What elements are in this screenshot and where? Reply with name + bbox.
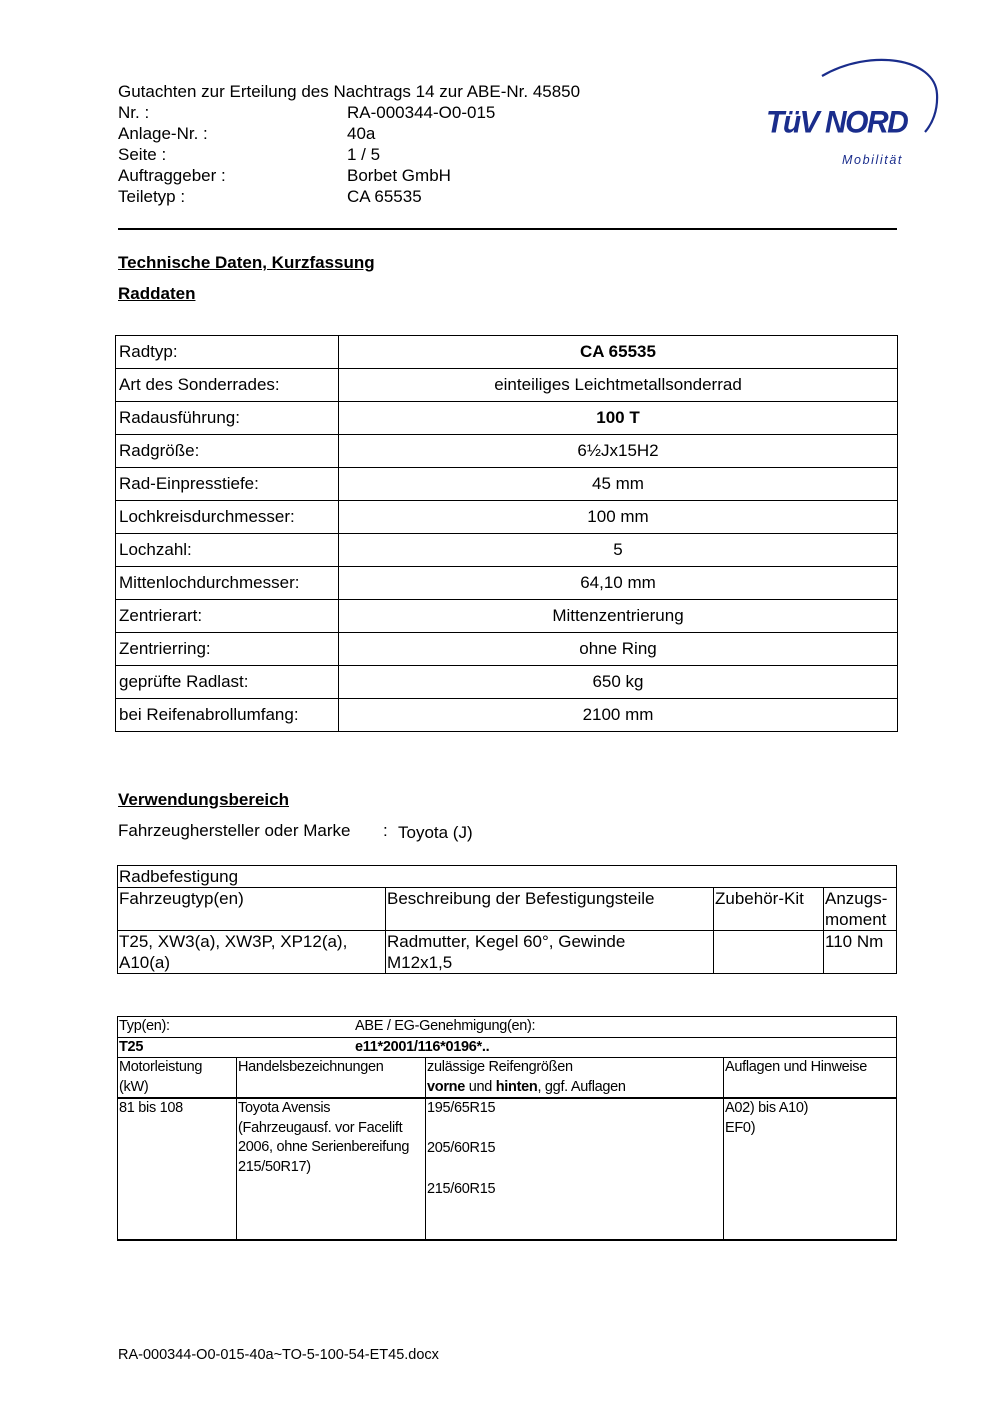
- cell-handel: [237, 1098, 426, 1240]
- cell-line: A10(a): [119, 953, 171, 972]
- row-label: Radgröße:: [116, 435, 339, 468]
- header-label: Auftraggeber :: [118, 166, 226, 185]
- cell-line: Motorleistung: [119, 1059, 203, 1075]
- table-row: [116, 336, 898, 369]
- header-divider: [118, 228, 897, 230]
- header-zubehoer: Zubehör-Kit: [714, 888, 824, 931]
- table-row: [116, 567, 898, 600]
- logo-brand: TüV NORD: [766, 105, 908, 140]
- row-label: bei Reifenabrollumfang:: [116, 699, 339, 732]
- und-text: und: [465, 1078, 496, 1095]
- header-reifengroessen: [426, 1058, 724, 1099]
- typ-label: Typ(en):: [119, 1018, 170, 1034]
- row-label: Lochzahl:: [116, 534, 339, 567]
- typ-label-row: [118, 1017, 897, 1038]
- header-label: Seite :: [118, 145, 167, 164]
- cell-line: 215/50R17): [238, 1158, 311, 1175]
- cell-line: Toyota Avensis: [238, 1100, 331, 1116]
- table-row: [116, 534, 898, 567]
- header-auflagen: Auflagen und Hinweise: [724, 1058, 897, 1099]
- table-row: [116, 468, 898, 501]
- header-anzugs: Anzugs-: [825, 889, 888, 908]
- header-label: Anlage-Nr. :: [118, 124, 208, 143]
- cell-line: zulässige Reifengrößen: [427, 1059, 573, 1075]
- row-label: Zentrierring:: [116, 633, 339, 666]
- table-header-row: [118, 1058, 897, 1099]
- table-row: [118, 1017, 897, 1038]
- row-label: Mittenlochdurchmesser:: [116, 567, 339, 600]
- row-value: Mittenzentrierung: [339, 600, 898, 633]
- cell-line: M12x1,5: [387, 953, 453, 972]
- cell-line: A02) bis A10): [725, 1100, 809, 1116]
- table-row: [116, 402, 898, 435]
- header-moment: moment: [825, 910, 887, 929]
- table-title: Radbefestigung: [118, 866, 897, 888]
- cell-line: EF0): [725, 1119, 756, 1136]
- row-value: 100 T: [339, 402, 898, 435]
- table-row: [118, 1098, 897, 1240]
- row-value: 64,10 mm: [339, 567, 898, 600]
- cell-line: 205/60R15: [427, 1139, 496, 1156]
- cell-anzugsmoment: 110 Nm: [824, 931, 897, 974]
- cell-line: Radmutter, Kegel 60°, Gewinde: [387, 932, 626, 951]
- cell-line: T25, XW3(a), XW3P, XP12(a),: [119, 932, 348, 951]
- header-field-anlage: [118, 123, 580, 144]
- row-label: Radtyp:: [116, 336, 339, 369]
- row-value: 5: [339, 534, 898, 567]
- row-label: Radausführung:: [116, 402, 339, 435]
- row-label: Zentrierart:: [116, 600, 339, 633]
- header-anzugsmoment: [824, 888, 897, 931]
- rest-text: , ggf. Auflagen: [537, 1078, 626, 1095]
- row-label: Art des Sonderrades:: [116, 369, 339, 402]
- abe-label: ABE / EG-Genehmigung(en):: [355, 1018, 536, 1034]
- logo-subtitle: Mobilität: [842, 153, 903, 167]
- cell-line: 195/65R15: [427, 1100, 496, 1116]
- footer-filename: RA-000344-O0-015-40a~TO-5-100-54-ET45.docx: [118, 1347, 439, 1363]
- header-label: Teiletyp :: [118, 187, 186, 206]
- table-row: [118, 931, 897, 974]
- header-value: Borbet GmbH: [347, 166, 451, 185]
- cell-line: (kW): [119, 1078, 149, 1095]
- table-row: [116, 666, 898, 699]
- row-value: ohne Ring: [339, 633, 898, 666]
- cell-line: [427, 1078, 722, 1098]
- header-motorleistung: [118, 1058, 237, 1099]
- table-row: [116, 600, 898, 633]
- section-title: Technische Daten, Kurzfassung: [118, 253, 375, 272]
- cell-reifen: [426, 1098, 724, 1240]
- document-title: Gutachten zur Erteilung des Nachtrags 14 zur ABE-Nr. 45850: [118, 82, 581, 101]
- tuev-nord-logo: [760, 56, 945, 171]
- cell-auflagen: [724, 1098, 897, 1240]
- radbefestigung-table: [117, 865, 897, 974]
- cell-line: 215/60R15: [427, 1181, 496, 1197]
- header-value: 1 / 5: [347, 145, 381, 164]
- row-value: 6½Jx15H2: [339, 435, 898, 468]
- header-fahrzeugtyp: Fahrzeugtyp(en): [118, 888, 386, 931]
- cell-leistung: 81 bis 108: [118, 1098, 237, 1240]
- row-label: Rad-Einpresstiefe:: [116, 468, 339, 501]
- row-label: Lochkreisdurchmesser:: [116, 501, 339, 534]
- abe-value: e11*2001/116*0196*..: [355, 1038, 490, 1055]
- row-value: 45 mm: [339, 468, 898, 501]
- header-handelsbezeichnungen: Handelsbezeichnungen: [237, 1058, 426, 1099]
- header-field-auftraggeber: [118, 165, 580, 186]
- hersteller-value: Toyota (J): [398, 823, 473, 842]
- table-row: [116, 699, 898, 732]
- raddaten-table: [115, 335, 898, 732]
- header-field-seite: [118, 144, 580, 165]
- table-row: [116, 633, 898, 666]
- row-value: 2100 mm: [339, 699, 898, 732]
- cell-zubehoer: [714, 931, 824, 974]
- cell-line: (Fahrzeugausf. vor Facelift: [238, 1119, 403, 1136]
- cell-beschreibung: [386, 931, 714, 974]
- table-header-row: [118, 888, 897, 931]
- header-field-teiletyp: [118, 186, 580, 207]
- typ-value: T25: [119, 1038, 144, 1055]
- hersteller-label: Fahrzeughersteller oder Marke: [118, 821, 351, 840]
- hinten-text: hinten: [495, 1078, 538, 1095]
- table-row: [118, 866, 897, 888]
- header-field-nr: [118, 102, 580, 123]
- typ-value-row: [118, 1037, 897, 1058]
- header-value: CA 65535: [347, 187, 422, 206]
- verwendung-heading: Verwendungsbereich: [118, 790, 289, 809]
- cell-line: 2006, ohne Serienbereifung: [238, 1139, 410, 1155]
- table-row: [118, 1037, 897, 1058]
- header-beschreibung: Beschreibung der Befestigungsteile: [386, 888, 714, 931]
- row-label: geprüfte Radlast:: [116, 666, 339, 699]
- table-row: [116, 435, 898, 468]
- typ-table: [117, 1016, 897, 1241]
- row-value: CA 65535: [339, 336, 898, 369]
- raddaten-heading: Raddaten: [118, 284, 196, 303]
- header-value: RA-000344-O0-015: [347, 103, 496, 122]
- row-value: einteiliges Leichtmetallsonderrad: [339, 369, 898, 402]
- vorne-text: vorne: [427, 1078, 465, 1095]
- row-value: 100 mm: [339, 501, 898, 534]
- header-value: 40a: [347, 124, 376, 143]
- table-row: [116, 369, 898, 402]
- cell-fahrzeugtyp: [118, 931, 386, 974]
- hersteller-separator: :: [383, 821, 388, 840]
- table-row: [116, 501, 898, 534]
- row-value: 650 kg: [339, 666, 898, 699]
- document-header: [118, 81, 580, 207]
- header-label: Nr. :: [118, 103, 150, 122]
